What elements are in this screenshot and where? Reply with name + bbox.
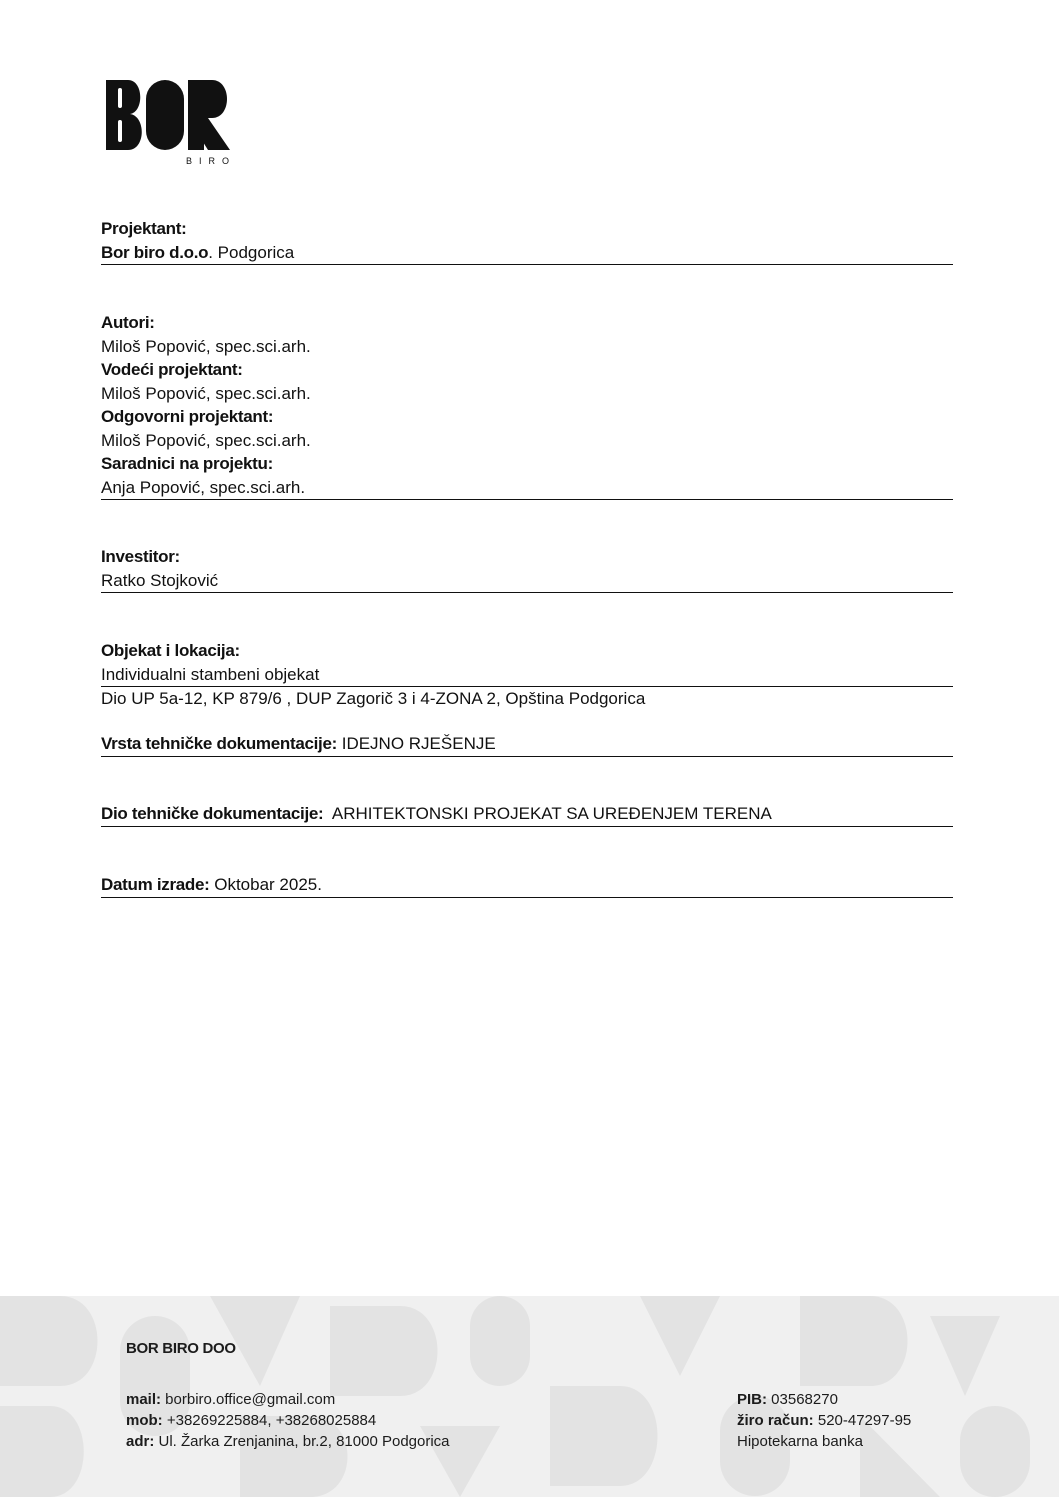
autori-label: Autori:	[101, 313, 155, 332]
dio-label: Dio tehničke dokumentacije:	[101, 804, 324, 823]
adr-value: Ul. Žarka Zrenjanina, br.2, 81000 Podgorica	[154, 1433, 450, 1450]
objekat-location: Dio UP 5a-12, KP 879/6 , DUP Zagorič 3 i 4-ZONA 2, Opština Podgorica	[101, 689, 646, 708]
projektant-value	[101, 241, 953, 266]
ziro-label: žiro račun:	[737, 1412, 814, 1429]
ziro-value: 520-47297-95	[813, 1412, 912, 1429]
vrsta-section	[101, 732, 953, 757]
mob-label: mob:	[126, 1412, 163, 1429]
odgovorni-projektant-label: Odgovorni projektant:	[101, 407, 274, 426]
footer-address	[126, 1431, 450, 1452]
vrsta-label: Vrsta tehničke dokumentacije:	[101, 734, 337, 753]
vrsta-line	[101, 732, 953, 757]
logo-small-text	[186, 156, 236, 166]
footer-pib	[737, 1389, 911, 1410]
investitor-label: Investitor:	[101, 547, 180, 566]
autori-value: Miloš Popović, spec.sci.arh.	[101, 336, 311, 356]
dio-line	[101, 802, 953, 827]
dio-section	[101, 802, 953, 827]
mail-label: mail:	[126, 1391, 162, 1408]
projektant-city: . Podgorica	[208, 242, 295, 262]
svg-text:BIRO: BIRO	[186, 156, 236, 166]
authors-section	[101, 311, 953, 500]
dio-value: ARHITEKTONSKI PROJEKAT SA UREĐENJEM TERENA	[323, 804, 772, 823]
projektant-section	[101, 217, 953, 265]
footer-bank: Hipotekarna banka	[737, 1433, 863, 1450]
datum-value: Oktobar 2025.	[209, 875, 322, 894]
footer-ziro	[737, 1410, 911, 1431]
saradnici-value: Anja Popović, spec.sci.arh.	[101, 476, 953, 501]
vodeci-projektant-label: Vodeći projektant:	[101, 360, 243, 379]
footer-mob	[126, 1410, 450, 1431]
datum-section	[101, 873, 953, 898]
investitor-value: Ratko Stojković	[101, 569, 953, 594]
projektant-label: Projektant:	[101, 219, 187, 238]
projektant-company: Bor biro d.o.o	[101, 242, 209, 262]
mail-value: borbiro.office@gmail.com	[161, 1391, 336, 1408]
vrsta-value: IDEJNO RJEŠENJE	[337, 734, 496, 753]
objekat-section	[101, 639, 953, 711]
odgovorni-projektant-value: Miloš Popović, spec.sci.arh.	[101, 430, 311, 450]
investitor-section	[101, 545, 953, 593]
objekat-type: Individualni stambeni objekat	[101, 663, 953, 688]
footer-company: BOR BIRO DOO	[126, 1340, 236, 1357]
pib-label: PIB:	[737, 1391, 767, 1408]
datum-line	[101, 873, 953, 898]
pib-value: 03568270	[767, 1391, 838, 1408]
objekat-label: Objekat i lokacija:	[101, 641, 240, 660]
footer-bank-info	[737, 1389, 911, 1452]
datum-label: Datum izrade:	[101, 875, 210, 894]
saradnici-label: Saradnici na projektu:	[101, 454, 273, 473]
adr-label: adr:	[126, 1433, 155, 1450]
vodeci-projektant-value: Miloš Popović, spec.sci.arh.	[101, 383, 311, 403]
footer-mail	[126, 1389, 450, 1410]
bor-biro-logo	[104, 78, 236, 168]
footer-contact	[126, 1389, 450, 1452]
mob-value: +38269225884, +38268025884	[162, 1412, 377, 1429]
